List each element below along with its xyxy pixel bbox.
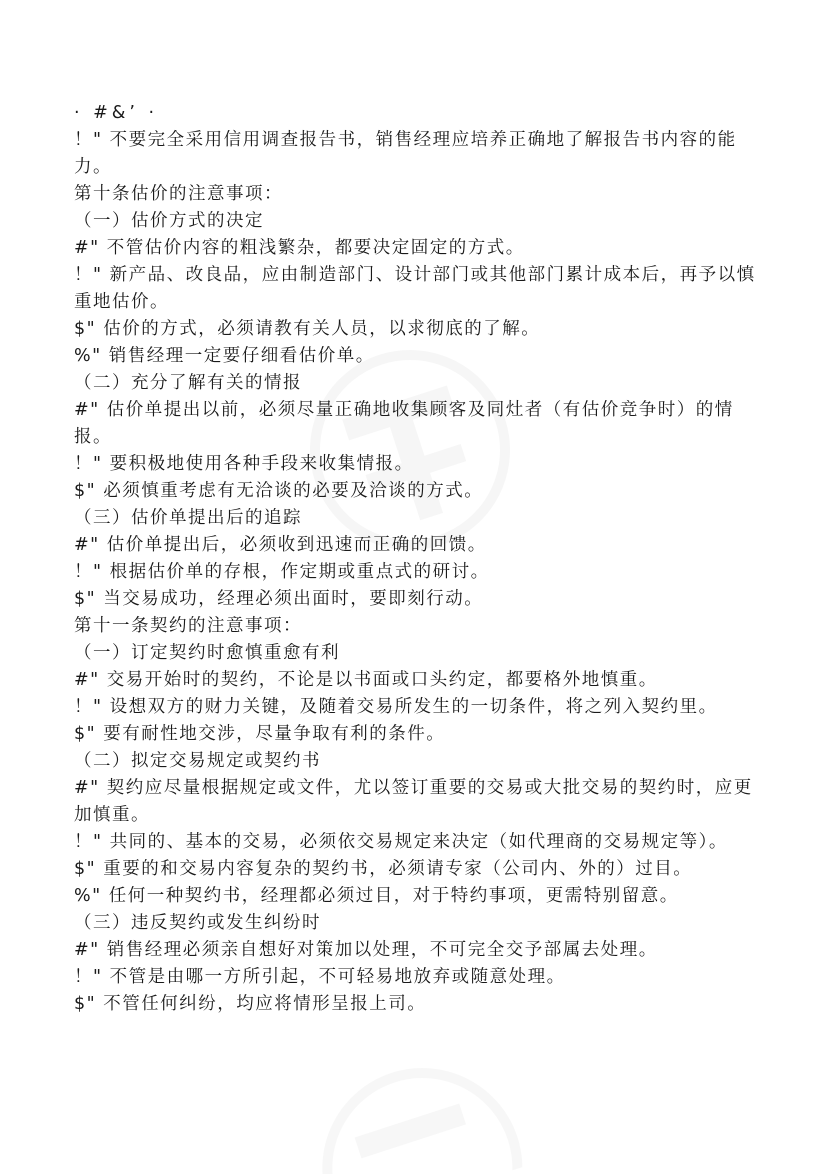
paragraph-line: %" 销售经理一定要仔细看估价单。 — [74, 346, 375, 366]
paragraph-line: ！" 不管是由哪一方所引起，不可轻易地放弃或随意处理。 — [74, 967, 566, 987]
paragraph-line: #" 销售经理必须亲自想好对策加以处理，不可完全交予部属去处理。 — [74, 940, 658, 960]
paragraph-line: $" 要有耐性地交涉，尽量争取有利的条件。 — [74, 724, 446, 744]
paragraph-line: #" 不管估价内容的粗浅繁杂，都要决定固定的方式。 — [74, 238, 525, 258]
subsection-heading: （二）拟定交易规定或契约书 — [74, 751, 321, 771]
subsection-heading: （二）充分了解有关的情报 — [74, 373, 302, 393]
subsection-heading: （三）估价单提出后的追踪 — [74, 508, 302, 528]
paragraph-line: %" 任何一种契约书，经理都必须过目，对于特约事项，更需特别留意。 — [74, 886, 679, 906]
paragraph-line: $" 不管任何纠纷，均应将情形呈报上司。 — [74, 994, 427, 1014]
subsection-heading: （一）订定契约时愈慎重愈有利 — [74, 643, 340, 663]
paragraph-line: #" 契约应尽量根据规定或文件，尤以签订重要的交易或大批交易的契约时，应更加慎重。 — [74, 778, 753, 825]
paragraph-line: ！" 设想双方的财力关键，及随着交易所发生的一切条件，将之列入契约里。 — [74, 697, 718, 717]
watermark-logo-bottom-icon — [284, 1029, 536, 1174]
paragraph-line: ！" 要积极地使用各种手段来收集情报。 — [74, 454, 414, 474]
subsection-heading: （三）违反契约或发生纠纷时 — [74, 913, 321, 933]
section-heading: 第十一条契约的注意事项： — [74, 616, 302, 636]
subsection-heading: （一）估价方式的决定 — [74, 211, 264, 231]
paragraph-line: $" 重要的和交易内容复杂的契约书，必须请专家（公司内、外的）过目。 — [74, 859, 693, 879]
paragraph-line: $" 当交易成功，经理必须出面时，要即刻行动。 — [74, 589, 484, 609]
document-body — [74, 100, 764, 1018]
paragraph-line: #" 交易开始时的契约，不论是以书面或口头约定，都要格外地慎重。 — [74, 670, 658, 690]
paragraph-line: #" 估价单提出以前，必须尽量正确地收集顾客及同灶者（有估价竞争时）的情报。 — [74, 400, 734, 447]
paragraph-line: ！" 新产品、改良品，应由制造部门、设计部门或其他部门累计成本后，再予以慎重地估价。 — [74, 265, 756, 312]
paragraph-line: $" 估价的方式，必须请教有关人员，以求彻底的了解。 — [74, 319, 541, 339]
header-marker: · #&’ · — [74, 103, 159, 123]
paragraph-line: $" 必须慎重考虑有无洽谈的必要及洽谈的方式。 — [74, 481, 484, 501]
section-heading: 第十条估价的注意事项： — [74, 184, 283, 204]
paragraph-line: ！" 根据估价单的存根，作定期或重点式的研讨。 — [74, 562, 490, 582]
paragraph-line: ！" 不要完全采用信用调查报告书，销售经理应培养正确地了解报告书内容的能力。 — [74, 130, 737, 177]
paragraph-line: ！" 共同的、基本的交易，必须依交易规定来决定（如代理商的交易规定等）。 — [74, 832, 728, 852]
paragraph-line: #" 估价单提出后，必须收到迅速而正确的回馈。 — [74, 535, 487, 555]
